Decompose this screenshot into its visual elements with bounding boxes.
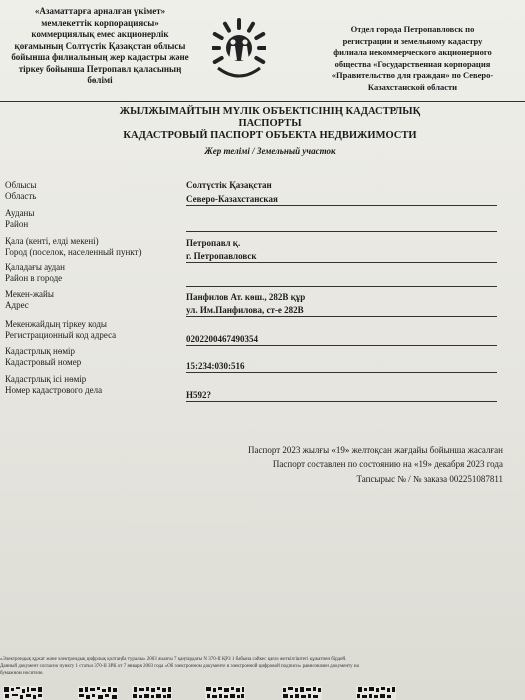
header-left <box>0 6 200 87</box>
field-value-ru: ул. Им.Панфилова, ст-е 282В <box>186 305 304 315</box>
field-label-ru: Город (поселок, населенный пункт) <box>5 247 142 257</box>
field-value-ru: 0202200467490354 <box>186 334 258 344</box>
field-label-kz: Мекен-жайы <box>5 289 54 299</box>
field-label-kz: Қала (кенті, елді мекені) <box>5 236 99 246</box>
title-ru: КАДАСТРОВЫЙ ПАСПОРТ ОБЪЕКТА НЕДВИЖИМОСТИ <box>123 130 417 141</box>
field-value-kz: Петропавл қ. <box>186 238 241 248</box>
header-right-line: Казахстанской области <box>367 81 458 92</box>
field-underline <box>186 316 497 317</box>
field-value-ru: Н592? <box>186 390 212 400</box>
qr-code-icon <box>282 686 322 700</box>
qr-code-icon <box>78 686 118 700</box>
header-left-line: тіркеу бойынша Петропавл қаласының <box>18 63 182 74</box>
qr-code-icon <box>3 686 43 700</box>
header-divider <box>0 101 525 102</box>
header-right-line: Отдел города Петропавловск по <box>350 24 475 34</box>
corporation-emblem-icon <box>212 18 266 88</box>
field-label-ru: Номер кадастрового дела <box>5 385 103 395</box>
field-label-ru: Адрес <box>5 300 29 310</box>
object-type-subtitle: Жер телімі / Земельный участок <box>204 146 336 156</box>
field-label-ru: Регистрационный код адреса <box>5 330 117 340</box>
header-right-line: филиала некоммерческого акционерного <box>333 47 492 57</box>
field-value-ru: Северо-Казахстанская <box>186 194 278 204</box>
header-right <box>300 24 525 93</box>
header-left-line: бөлімі <box>87 75 113 85</box>
title-kz-line1: ЖЫЛЖЫМАЙТЫН МҮЛІК ОБЪЕКТІСІНІҢ КАДАСТРЛЫҚ <box>119 106 421 117</box>
field-label-kz: Кадастрлық нөмір <box>5 346 76 356</box>
field-label-kz: Облысы <box>5 180 37 190</box>
header-right-line: общества «Государственная корпорация <box>334 58 491 69</box>
title-kz-line2: ПАСПОРТЫ <box>238 118 302 129</box>
header-left-line: мемлекеттік корпорациясы» <box>41 17 159 28</box>
legal-note-kz: «Электрондық құжат және электрондық цифрлық қолтаңба туралы» 2003 жылғы 7 қаңтардағы N 370-II ҚРЗ 1 бабына сәйкес қағаз жеткізгіштегі құжатпен бірдей. <box>0 657 347 662</box>
field-underline <box>186 345 497 346</box>
passport-date-kz: Паспорт 2023 жылғы «19» желтоқсан жағдайы бойынша жасалған <box>248 445 503 455</box>
field-label-kz: Мекенжайдың тіркеу коды <box>5 319 107 329</box>
field-label-kz: Ауданы <box>5 208 35 218</box>
legal-note-ru: Данный документ согласно пункту 1 статьи 370-II ЗРК от 7 января 2003 года «Об электронном документе и электронной цифровой подписи» равнозначен документу на <box>0 664 359 669</box>
field-label-kz: Кадастрлық ісі нөмір <box>5 374 87 384</box>
field-label-ru: Область <box>5 191 37 201</box>
field-label-ru: Кадастровый номер <box>5 357 82 367</box>
header-left-line: бойынша филиалының жер кадастры және <box>11 52 189 62</box>
field-underline <box>186 262 497 263</box>
header-left-line: «Азаматтарға арналған үкімет» <box>34 6 166 16</box>
field-underline <box>186 372 497 373</box>
field-underline <box>186 231 497 232</box>
order-number: Тапсырыс № / № заказа 002251087811 <box>356 474 503 484</box>
header-left-line: қоғамының Солтүстік Қазақстан облысы <box>14 40 186 51</box>
legal-note-ru-cont: бумажном носителе. <box>0 671 44 676</box>
field-value-ru: г. Петропавловск <box>186 251 257 261</box>
field-value-kz: Солтүстік Қазақстан <box>186 180 272 190</box>
field-label-kz: Қаладағы аудан <box>5 262 65 272</box>
field-underline <box>186 286 497 287</box>
field-underline <box>186 401 497 402</box>
qr-code-icon <box>356 686 396 700</box>
header-right-line: «Правительство для граждан» по Северо- <box>331 70 494 80</box>
header-right-line: регистрации и земельному кадастру <box>342 35 483 46</box>
passport-date-ru: Паспорт составлен по состоянию на «19» декабря 2023 года <box>272 459 503 469</box>
field-value-kz: Панфилов Ат. көш., 282В құр <box>186 292 306 302</box>
field-label-ru: Район <box>5 219 29 229</box>
header-left-line: коммерциялық емес акционерлік <box>31 29 169 39</box>
field-value-ru: 15:234:030:516 <box>186 361 245 371</box>
field-underline <box>186 205 497 206</box>
legal-note <box>0 656 525 677</box>
field-label-ru: Район в городе <box>5 273 63 283</box>
qr-code-icon <box>205 686 245 700</box>
qr-code-icon <box>132 686 172 700</box>
